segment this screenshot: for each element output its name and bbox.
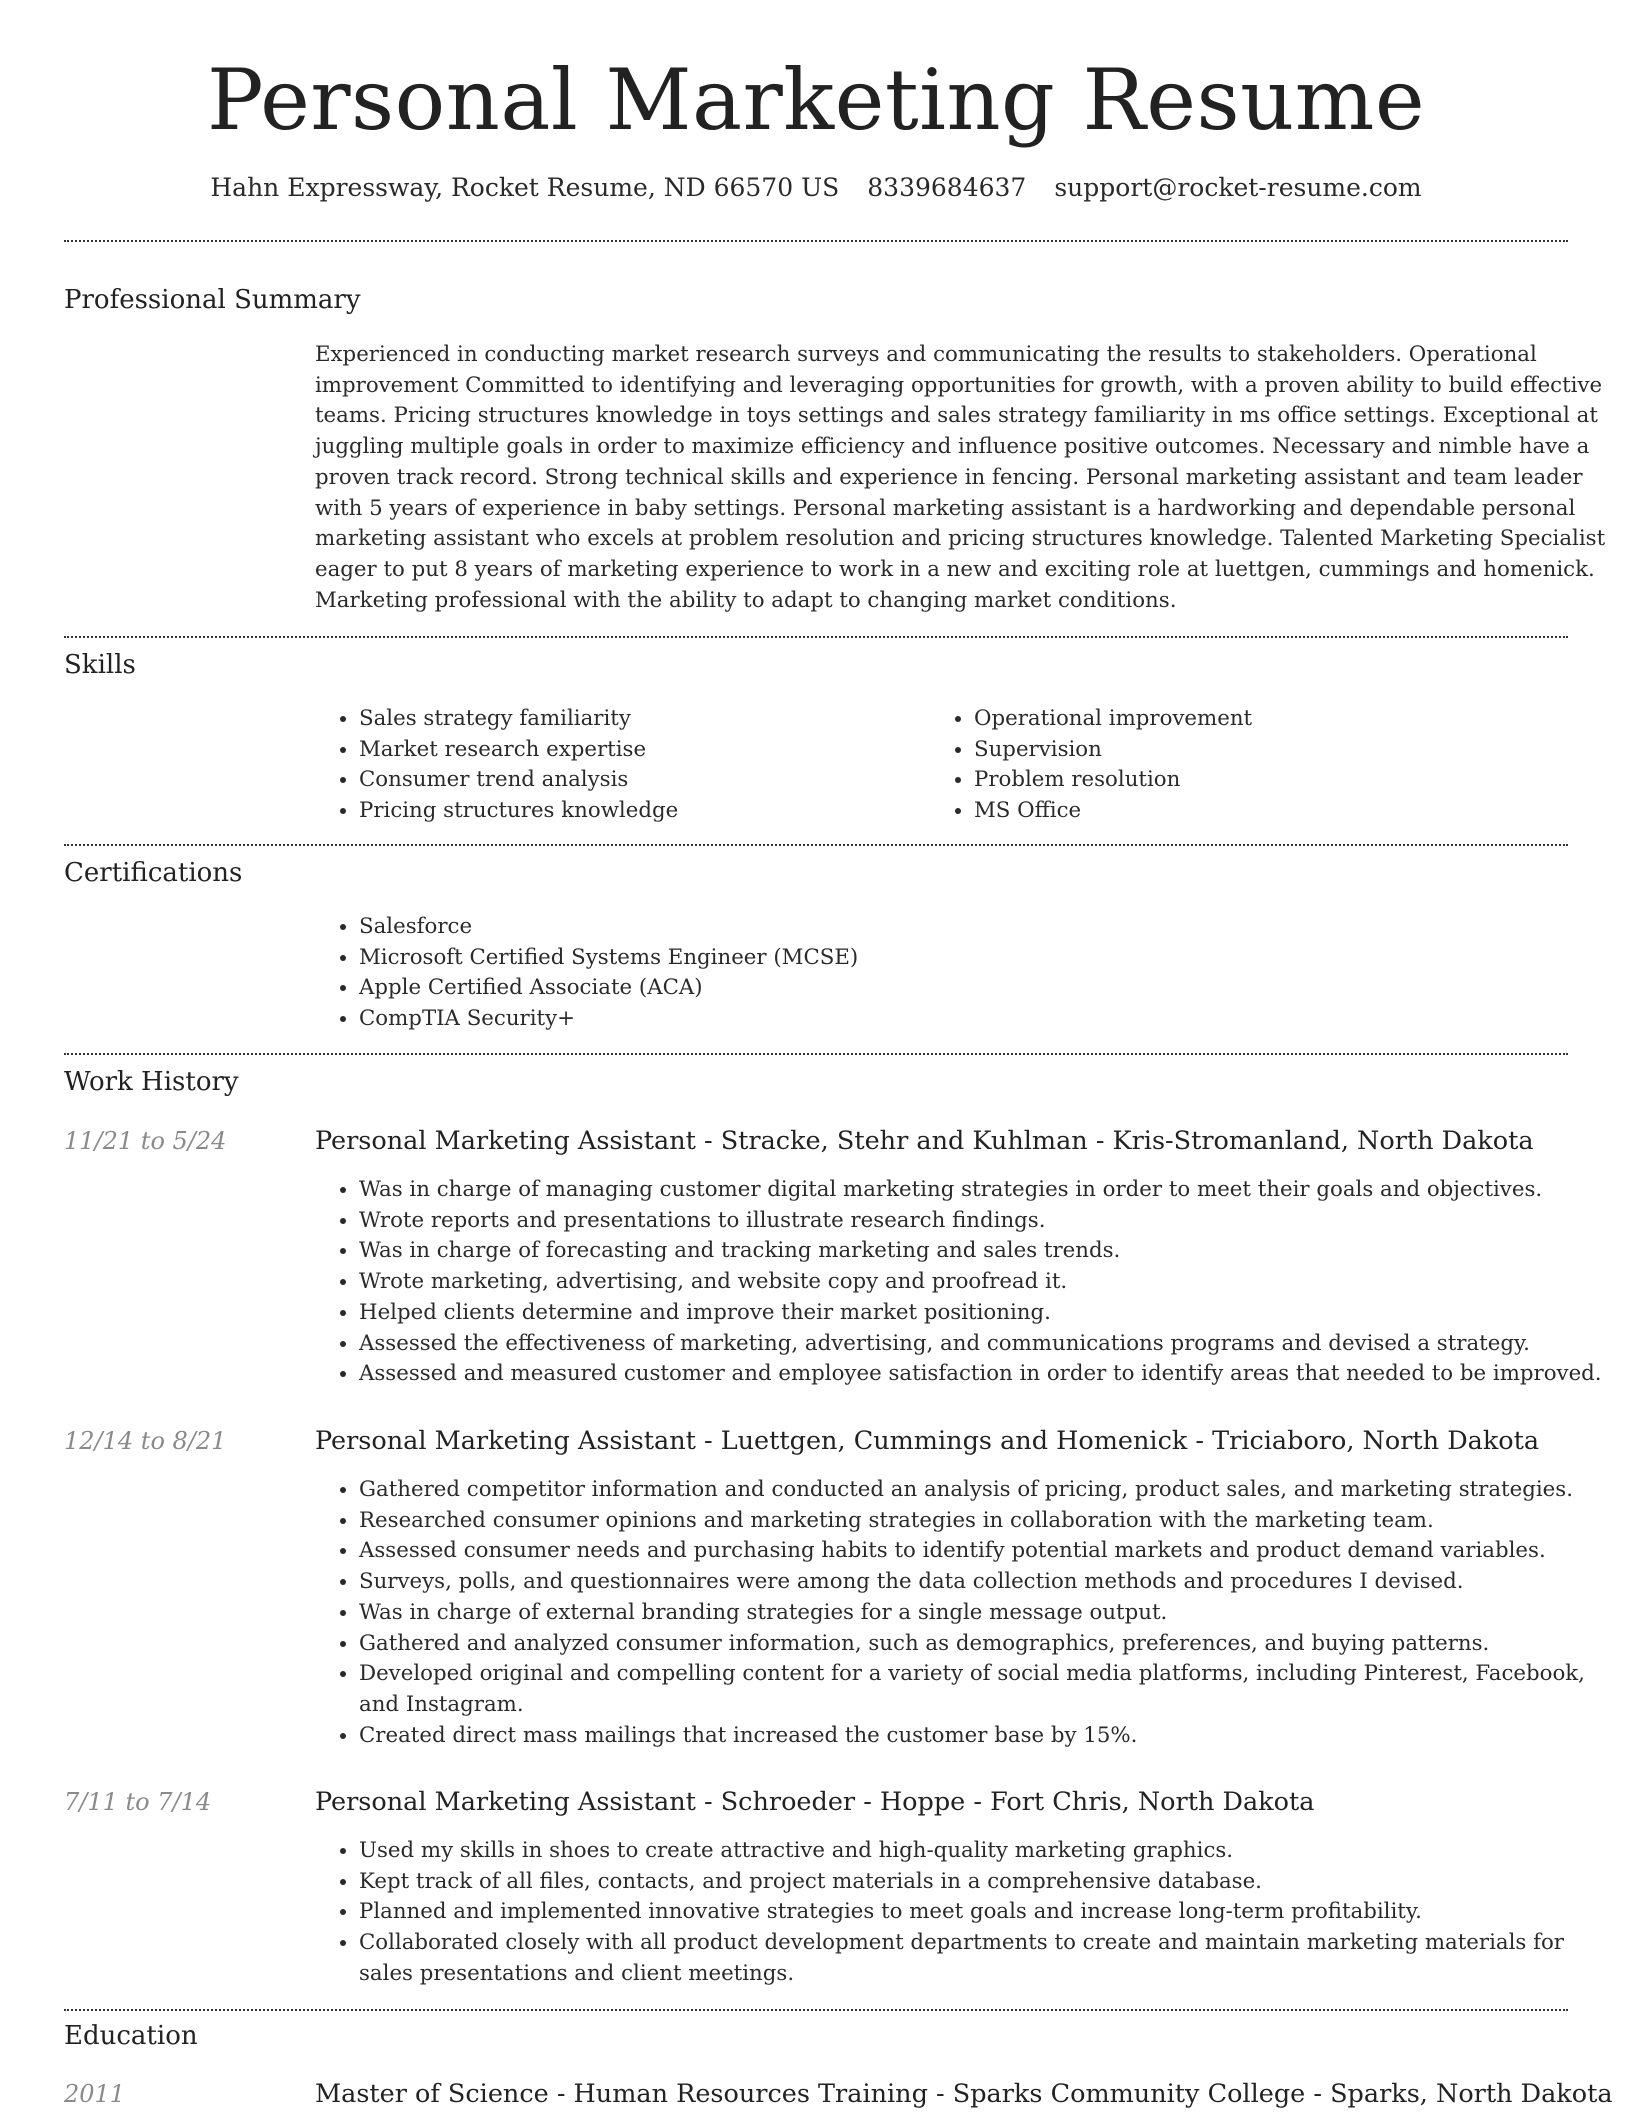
job-bullet: • Gathered and analyzed consumer information, such as demographics, preferences, and buying patterns. xyxy=(359,1629,1619,1660)
job-bullet: • Helped clients determine and improve their market positioning. xyxy=(359,1298,1619,1329)
summary-heading: Professional Summary xyxy=(64,285,361,315)
job-bullet: • Gathered competitor information and conducted an analysis of pricing, product sales, and marketing strategies. xyxy=(359,1475,1619,1506)
job-bullet: • Surveys, polls, and questionnaires were among the data collection methods and procedures I devised. xyxy=(359,1567,1619,1598)
job-bullet: • Assessed the effectiveness of marketing, advertising, and communications programs and devised a strategy. xyxy=(359,1329,1619,1360)
job-dates: 11/21 to 5/24 xyxy=(64,1127,227,1155)
contact-address: Hahn Expressway, Rocket Resume, ND 66570 US xyxy=(210,173,840,202)
education-degree: Master of Science xyxy=(315,2079,549,2109)
job-role: Personal Marketing Assistant xyxy=(315,1126,696,1156)
job-title xyxy=(315,1784,1314,1820)
skills-list-right xyxy=(930,704,1534,827)
education-title xyxy=(315,2076,1613,2112)
skills-heading: Skills xyxy=(64,650,136,680)
job-bullet: • Was in charge of external branding strategies for a single message output. xyxy=(359,1598,1619,1629)
certification-item: • Salesforce xyxy=(359,912,1559,943)
job-title xyxy=(315,1423,1539,1459)
section-divider xyxy=(64,240,1568,242)
job-bullets xyxy=(315,1475,1619,1751)
contact-email: support@rocket-resume.com xyxy=(1054,173,1422,202)
job-bullet: • Used my skills in shoes to create attractive and high-quality marketing graphics. xyxy=(359,1836,1619,1867)
section-divider xyxy=(64,1053,1568,1055)
job-bullet: • Was in charge of managing customer digital marketing strategies in order to meet their goals and objectives. xyxy=(359,1175,1619,1206)
skill-item: • Problem resolution xyxy=(974,765,1534,796)
job-role: Personal Marketing Assistant xyxy=(315,1426,696,1456)
job-role: Personal Marketing Assistant xyxy=(315,1787,696,1817)
job-bullet: • Researched consumer opinions and marketing strategies in collaboration with the marketing team. xyxy=(359,1506,1619,1537)
job-dates: 12/14 to 8/21 xyxy=(64,1427,227,1455)
job-details: - Stracke, Stehr and Kuhlman - Kris-Stromanland, North Dakota xyxy=(695,1126,1534,1156)
skill-item: • Supervision xyxy=(974,735,1534,766)
education-heading: Education xyxy=(64,2021,198,2051)
job-bullets xyxy=(315,1175,1619,1390)
skill-item: • Pricing structures knowledge xyxy=(359,796,899,827)
job-bullet: • Assessed consumer needs and purchasing habits to identify potential markets and product demand variables. xyxy=(359,1536,1619,1567)
job-bullet: • Planned and implemented innovative strategies to meet goals and increase long-term profitability. xyxy=(359,1897,1619,1928)
education-details: - Human Resources Training - Sparks Community College - Sparks, North Dakota xyxy=(548,2079,1613,2109)
job-bullets xyxy=(315,1836,1619,1990)
job-bullet: • Wrote reports and presentations to illustrate research findings. xyxy=(359,1206,1619,1237)
job-title xyxy=(315,1123,1534,1159)
summary-text: Experienced in conducting market research surveys and communicating the results to stakeholders. Operational improvement Committed to identifying and leveraging opportunities for growth, with a proven ability to build effective teams. Pricing structures knowledge in toys settings and sales strategy familiarity in ms office settings. Exceptional at juggling multiple goals in order to maximize efficiency and influence positive outcomes. Necessary and nimble have a proven track record. Strong technical skills and experience in fencing. Personal marketing assistant and team leader with 5 years of experience in baby settings. Personal marketing assistant is a hardworking and dependable personal marketing assistant who excels at problem resolution and pricing structures knowledge. Talented Marketing Specialist eager to put 8 years of marketing experience to work in a new and exciting role at luettgen, cummings and homenick. Marketing professional with the ability to adapt to changing market conditions. xyxy=(315,342,1606,613)
certification-item: • Apple Certified Associate (ACA) xyxy=(359,973,1559,1004)
resume-title: Personal Marketing Resume xyxy=(206,51,1426,149)
job-bullet: • Developed original and compelling content for a variety of social media platforms, including Pinterest, Facebook, and Instagram. xyxy=(359,1659,1619,1720)
skill-item: • Consumer trend analysis xyxy=(359,765,899,796)
section-divider xyxy=(64,636,1568,638)
certifications-heading: Certifications xyxy=(64,858,243,888)
work-history-heading: Work History xyxy=(64,1067,239,1097)
skill-item: • Sales strategy familiarity xyxy=(359,704,899,735)
skill-item: • Market research expertise xyxy=(359,735,899,766)
job-bullet: • Was in charge of forecasting and tracking marketing and sales trends. xyxy=(359,1236,1619,1267)
job-bullet: • Assessed and measured customer and employee satisfaction in order to identify areas that needed to be improved. xyxy=(359,1359,1619,1390)
job-bullet: • Created direct mass mailings that increased the customer base by 15%. xyxy=(359,1721,1619,1752)
skills-list-left xyxy=(315,704,899,827)
certification-item: • Microsoft Certified Systems Engineer (MCSE) xyxy=(359,943,1559,974)
contact-line xyxy=(64,170,1568,206)
job-details: - Luettgen, Cummings and Homenick - Triciaboro, North Dakota xyxy=(695,1426,1540,1456)
job-bullet: • Collaborated closely with all product development departments to create and maintain marketing materials for sales presentations and client meetings. xyxy=(359,1928,1619,1989)
section-divider xyxy=(64,2009,1568,2011)
job-bullet: • Kept track of all files, contacts, and project materials in a comprehensive database. xyxy=(359,1867,1619,1898)
job-bullet: • Wrote marketing, advertising, and website copy and proofread it. xyxy=(359,1267,1619,1298)
skill-item: • Operational improvement xyxy=(974,704,1534,735)
contact-phone: 8339684637 xyxy=(867,173,1027,202)
certifications-list xyxy=(315,912,1559,1035)
skill-item: • MS Office xyxy=(974,796,1534,827)
job-details: - Schroeder - Hoppe - Fort Chris, North Dakota xyxy=(695,1787,1315,1817)
certification-item: • CompTIA Security+ xyxy=(359,1004,1559,1035)
section-divider xyxy=(64,844,1568,846)
education-year: 2011 xyxy=(64,2080,126,2108)
job-dates: 7/11 to 7/14 xyxy=(64,1788,212,1816)
